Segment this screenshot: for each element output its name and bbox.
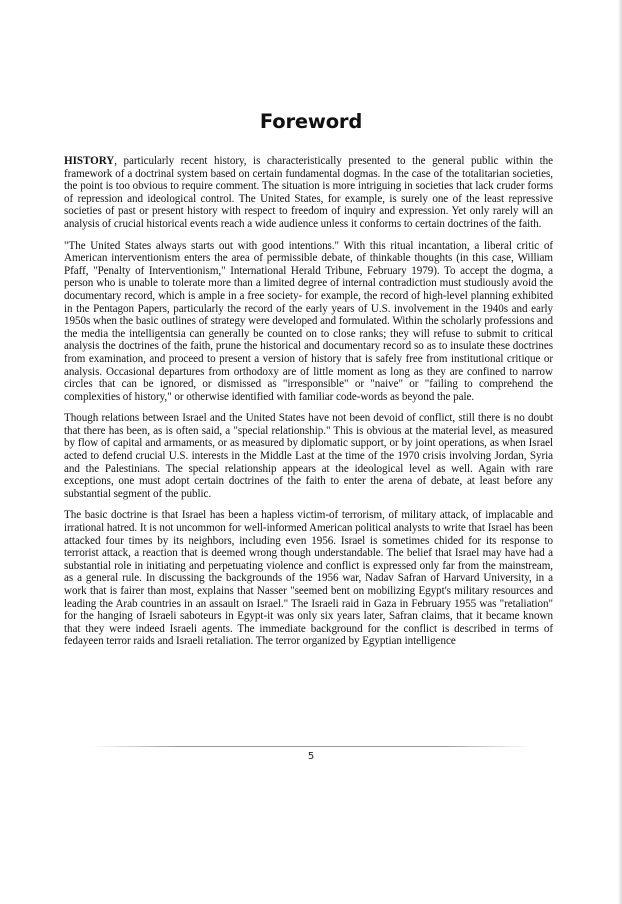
footer-rule <box>90 746 532 747</box>
page-number: 5 <box>307 751 315 762</box>
paragraph-4: The basic doctrine is that Israel has been a hapless victim-of terrorism, of military attack, of implacable and irrational hatred. It is not uncommon for well-informed American political analysts to write that Israel has been attacked four times by its neighbors, including even 1956. Israel is sometimes chided for its response to terrorist attack, a reaction that is deemed wrong though understandable. The belief that Israel may have had a substantial role in initiating and perpetuating violence and conflict is expressed only far from the mainstream, as a general rule. In discussing the backgrounds of the 1956 war, Nadav Safran of Harvard University, in a work that is fairer than most, explains that Nasser "seemed bent on mobilizing Egypt's military resources and leading the Arab countries in an assault on Israel." The Israeli raid in Gaza in February 1955 was "retaliation" for the hanging of Israeli saboteurs in Egypt-it was only six years later, Safran claims, that it became known that they were indeed Israeli agents. The immediate background for the conflict is described in terms of fedayeen terror raids and Israeli retaliation. The terror organized by Egyptian intelligence <box>64 509 553 648</box>
paragraph-1 <box>64 155 553 231</box>
paragraph-1-text: , particularly recent history, is characteristically presented to the general public within the framework of a doctrinal system based on certain fundamental dogmas. In the case of the totalitarian societies, the point is too obvious to require comment. The situation is more intriguing in societies that lack cruder forms of repression and ideological control. The United States, for example, is surely one of the least repressive societies of past or present history with respect to freedom of inquiry and expression. Yet only rarely will an analysis of crucial historical events reach a wide audience unless it conforms to certain doctrines of the faith. <box>64 155 553 230</box>
body-text <box>64 155 553 657</box>
paragraph-lead-word: HISTORY <box>64 155 115 167</box>
paragraph-2: "The United States always starts out with good intentions." With this ritual incantation, a liberal critic of American interventionism enters the area of permissible debate, of thinkable thoughts (in this case, William Pfaff, "Penalty of Interventionism," International Herald Tribune, February 1979). To accept the dogma, a person who is unable to tolerate more than a limited degree of internal contradiction must studiously avoid the documentary record, which is ample in a free society- for example, the record of high-level planning exhibited in the Pentagon Papers, particularly the record of the early years of U.S. involvement in the 1940s and early 1950s when the basic outlines of strategy were developed and formulated. Within the scholarly professions and the media the intelligentsia can generally be counted on to close ranks; they will refuse to submit to critical analysis the doctrines of the faith, prune the historical and documentary record so as to insulate these doctrines from examination, and proceed to present a version of history that is safely free from institutional critique or analysis. Occasional departures from orthodoxy are of little moment as long as they are confined to narrow circles that can be ignored, or dismissed as "irresponsible" or "naive" or "failing to comprehend the complexities of history," or otherwise identified with familiar code-words as beyond the pale. <box>64 239 553 403</box>
page-title: Foreword <box>259 110 363 133</box>
page-edge-shadow <box>618 0 622 904</box>
paragraph-3: Though relations between Israel and the United States have not been devoid of conflict, still there is no doubt that there has been, as is often said, a "special relationship." This is obvious at the material level, as measured by flow of capital and armaments, or as measured by diplomatic support, or by joint operations, as when Israel acted to defend crucial U.S. interests in the Middle Last at the time of the 1970 crisis involving Jordan, Syria and the Palestinians. The special relationship appears at the ideological level as well. Again with rare exceptions, one must adopt certain doctrines of the faith to enter the arena of debate, at least before any substantial segment of the public. <box>64 412 553 500</box>
